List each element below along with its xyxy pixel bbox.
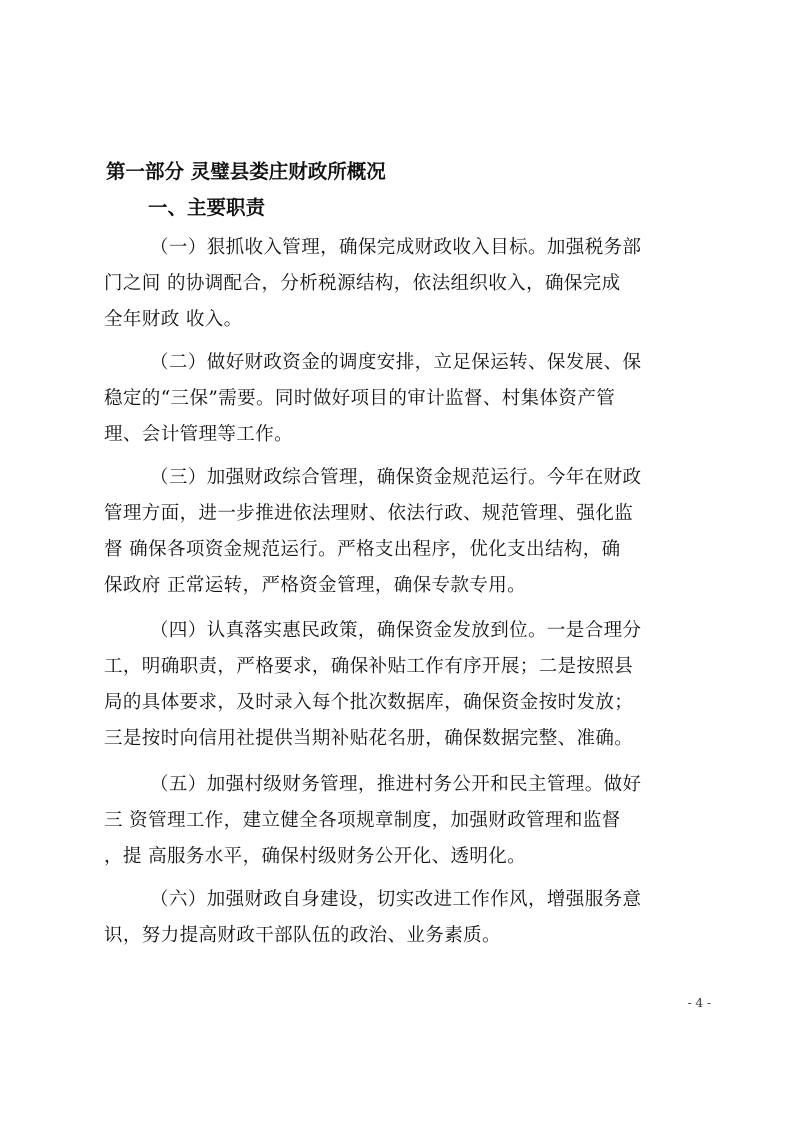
paragraph-line: 门之间 的协调配合，分析税源结构，依法组织收入，确保完成 (104, 273, 621, 294)
paragraph-line: 工，明确职责，严格要求，确保补贴工作有序开展；二是按照县 (104, 656, 634, 677)
paragraph-2 (104, 345, 704, 453)
paragraph-line: 识，努力提高财政干部队伍的政治、业务素质。 (104, 925, 501, 946)
paragraph-6 (104, 882, 704, 954)
paragraph-line: 督 确保各项资金规范运行。严格支出程序，优化支出结构，确 (104, 539, 621, 560)
paragraph-line: 管理方面，进一步推进依法理财、依法行政、规范管理、强化监 (104, 503, 634, 524)
paragraph-line: （四）认真落实惠民政策，确保资金发放到位。一是合理分 (150, 620, 642, 641)
part-title: 第一部分 灵璧县娄庄财政所概况 (106, 160, 386, 183)
paragraph-line: ，提 高服务水平，确保村级财务公开化、透明化。 (104, 846, 527, 867)
paragraph-line: （一）狠抓收入管理，确保完成财政收入目标。加强税务部 (150, 237, 642, 258)
paragraph-line: （六）加强财政自身建设，切实改进工作作风，增强服务意 (150, 889, 642, 910)
paragraph-line: 三是按时向信用社提供当期补贴花名册，确保数据完整、准确。 (104, 728, 634, 749)
section-title: 一、主要职责 (148, 196, 266, 219)
paragraph-line: 保政府 正常运转，严格资金管理，确保专款专用。 (104, 575, 527, 596)
paragraph-line: 稳定的“三保”需要。同时做好项目的审计监督、村集体资产管 (104, 388, 616, 409)
page-number: - 4 - (687, 996, 711, 1010)
paragraph-line: （三）加强财政综合管理，确保资金规范运行。今年在财政 (150, 467, 642, 488)
paragraph-5 (104, 767, 704, 875)
paragraph-line: （二）做好财政资金的调度安排，立足保运转、保发展、保 (150, 352, 642, 373)
paragraph-line: 局的具体要求，及时录入每个批次数据库，确保资金按时发放； (104, 692, 634, 713)
paragraph-line: 理、会计管理等工作。 (104, 424, 294, 445)
paragraph-3 (104, 460, 704, 604)
paragraph-line: 全年财政 收入。 (104, 309, 243, 330)
paragraph-line: （五）加强村级财务管理，推进村务公开和民主管理。做好 (150, 774, 642, 795)
paragraph-1 (104, 230, 704, 338)
paragraph-4 (104, 613, 704, 757)
paragraph-line: 三 资管理工作，建立健全各项规章制度，加强财政管理和监督 (104, 810, 621, 831)
